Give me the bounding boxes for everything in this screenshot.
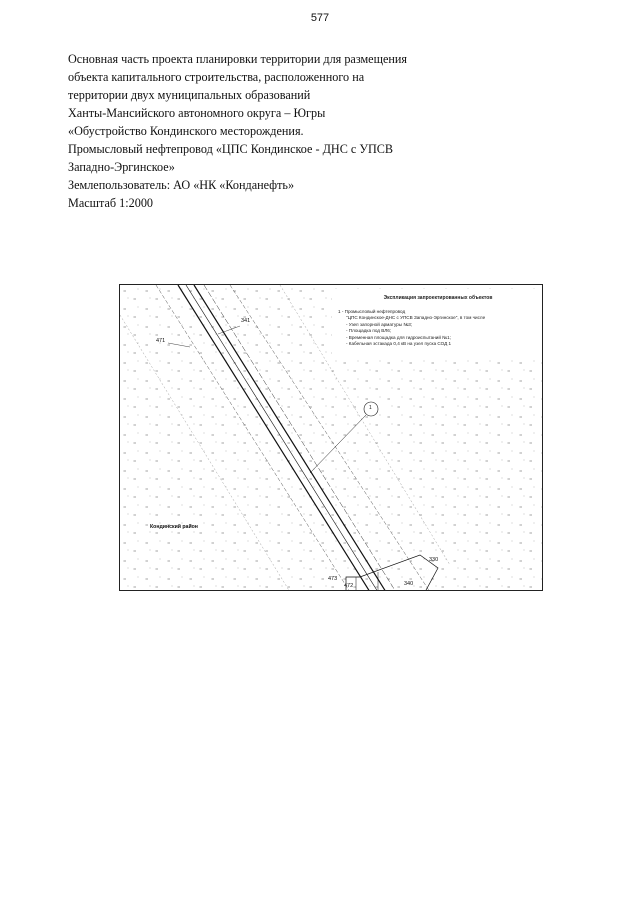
caption-line: Основная часть проекта планировки территории для размещения (68, 52, 408, 66)
legend-item: "ЦПС Кондинское-ДНС с УПСВ Западно-Эргинское", в том числе (346, 315, 486, 321)
caption-line: объекта капитального строительства, расположенного на (68, 70, 365, 84)
plot-label-473: 473 (328, 576, 338, 582)
legend-item: - Площадка под ВЛ6; (346, 328, 392, 334)
caption-line: Ханты-Мансийского автономного округа – Югры (68, 106, 326, 120)
plot-label-340: 340 (404, 581, 414, 587)
caption-line: Западно-Эргинское» (68, 160, 175, 174)
legend (338, 295, 538, 347)
caption-line: «Обустройство Кондинского месторождения. (68, 124, 304, 138)
caption-line: Землепользователь: АО «НК «Конданефть» (68, 178, 295, 192)
plot-label-471: 471 (156, 338, 166, 344)
map-caption (68, 50, 468, 212)
district-label: Кондинский район (150, 524, 198, 530)
legend-item: - Узел запорной арматуры №3; (346, 321, 413, 327)
plot-label-330: 330 (429, 557, 439, 563)
legend-title: Экспликация запроектированных объектов (383, 295, 493, 301)
plot-label-472: 472 (344, 583, 354, 589)
caption-line: Масштаб 1:2000 (68, 196, 154, 210)
plot-label-341: 341 (241, 318, 251, 324)
callout-number: 1 (369, 405, 372, 411)
legend-item: 1 - Промысловый нефтепровод (338, 309, 406, 314)
caption-line: территории двух муниципальных образований (68, 88, 311, 102)
legend-item: - Кабельная эстакада 0,4 кВ на узел пуска СОД 1 (346, 341, 452, 347)
caption-line: Промысловый нефтепровод «ЦПС Кондинское - ДНС с УПСВ (68, 142, 394, 156)
page-number: 577 (310, 12, 330, 24)
legend-item: - Временная площадка для гидроиспытаний №1; (346, 334, 451, 340)
planning-map (119, 284, 543, 591)
